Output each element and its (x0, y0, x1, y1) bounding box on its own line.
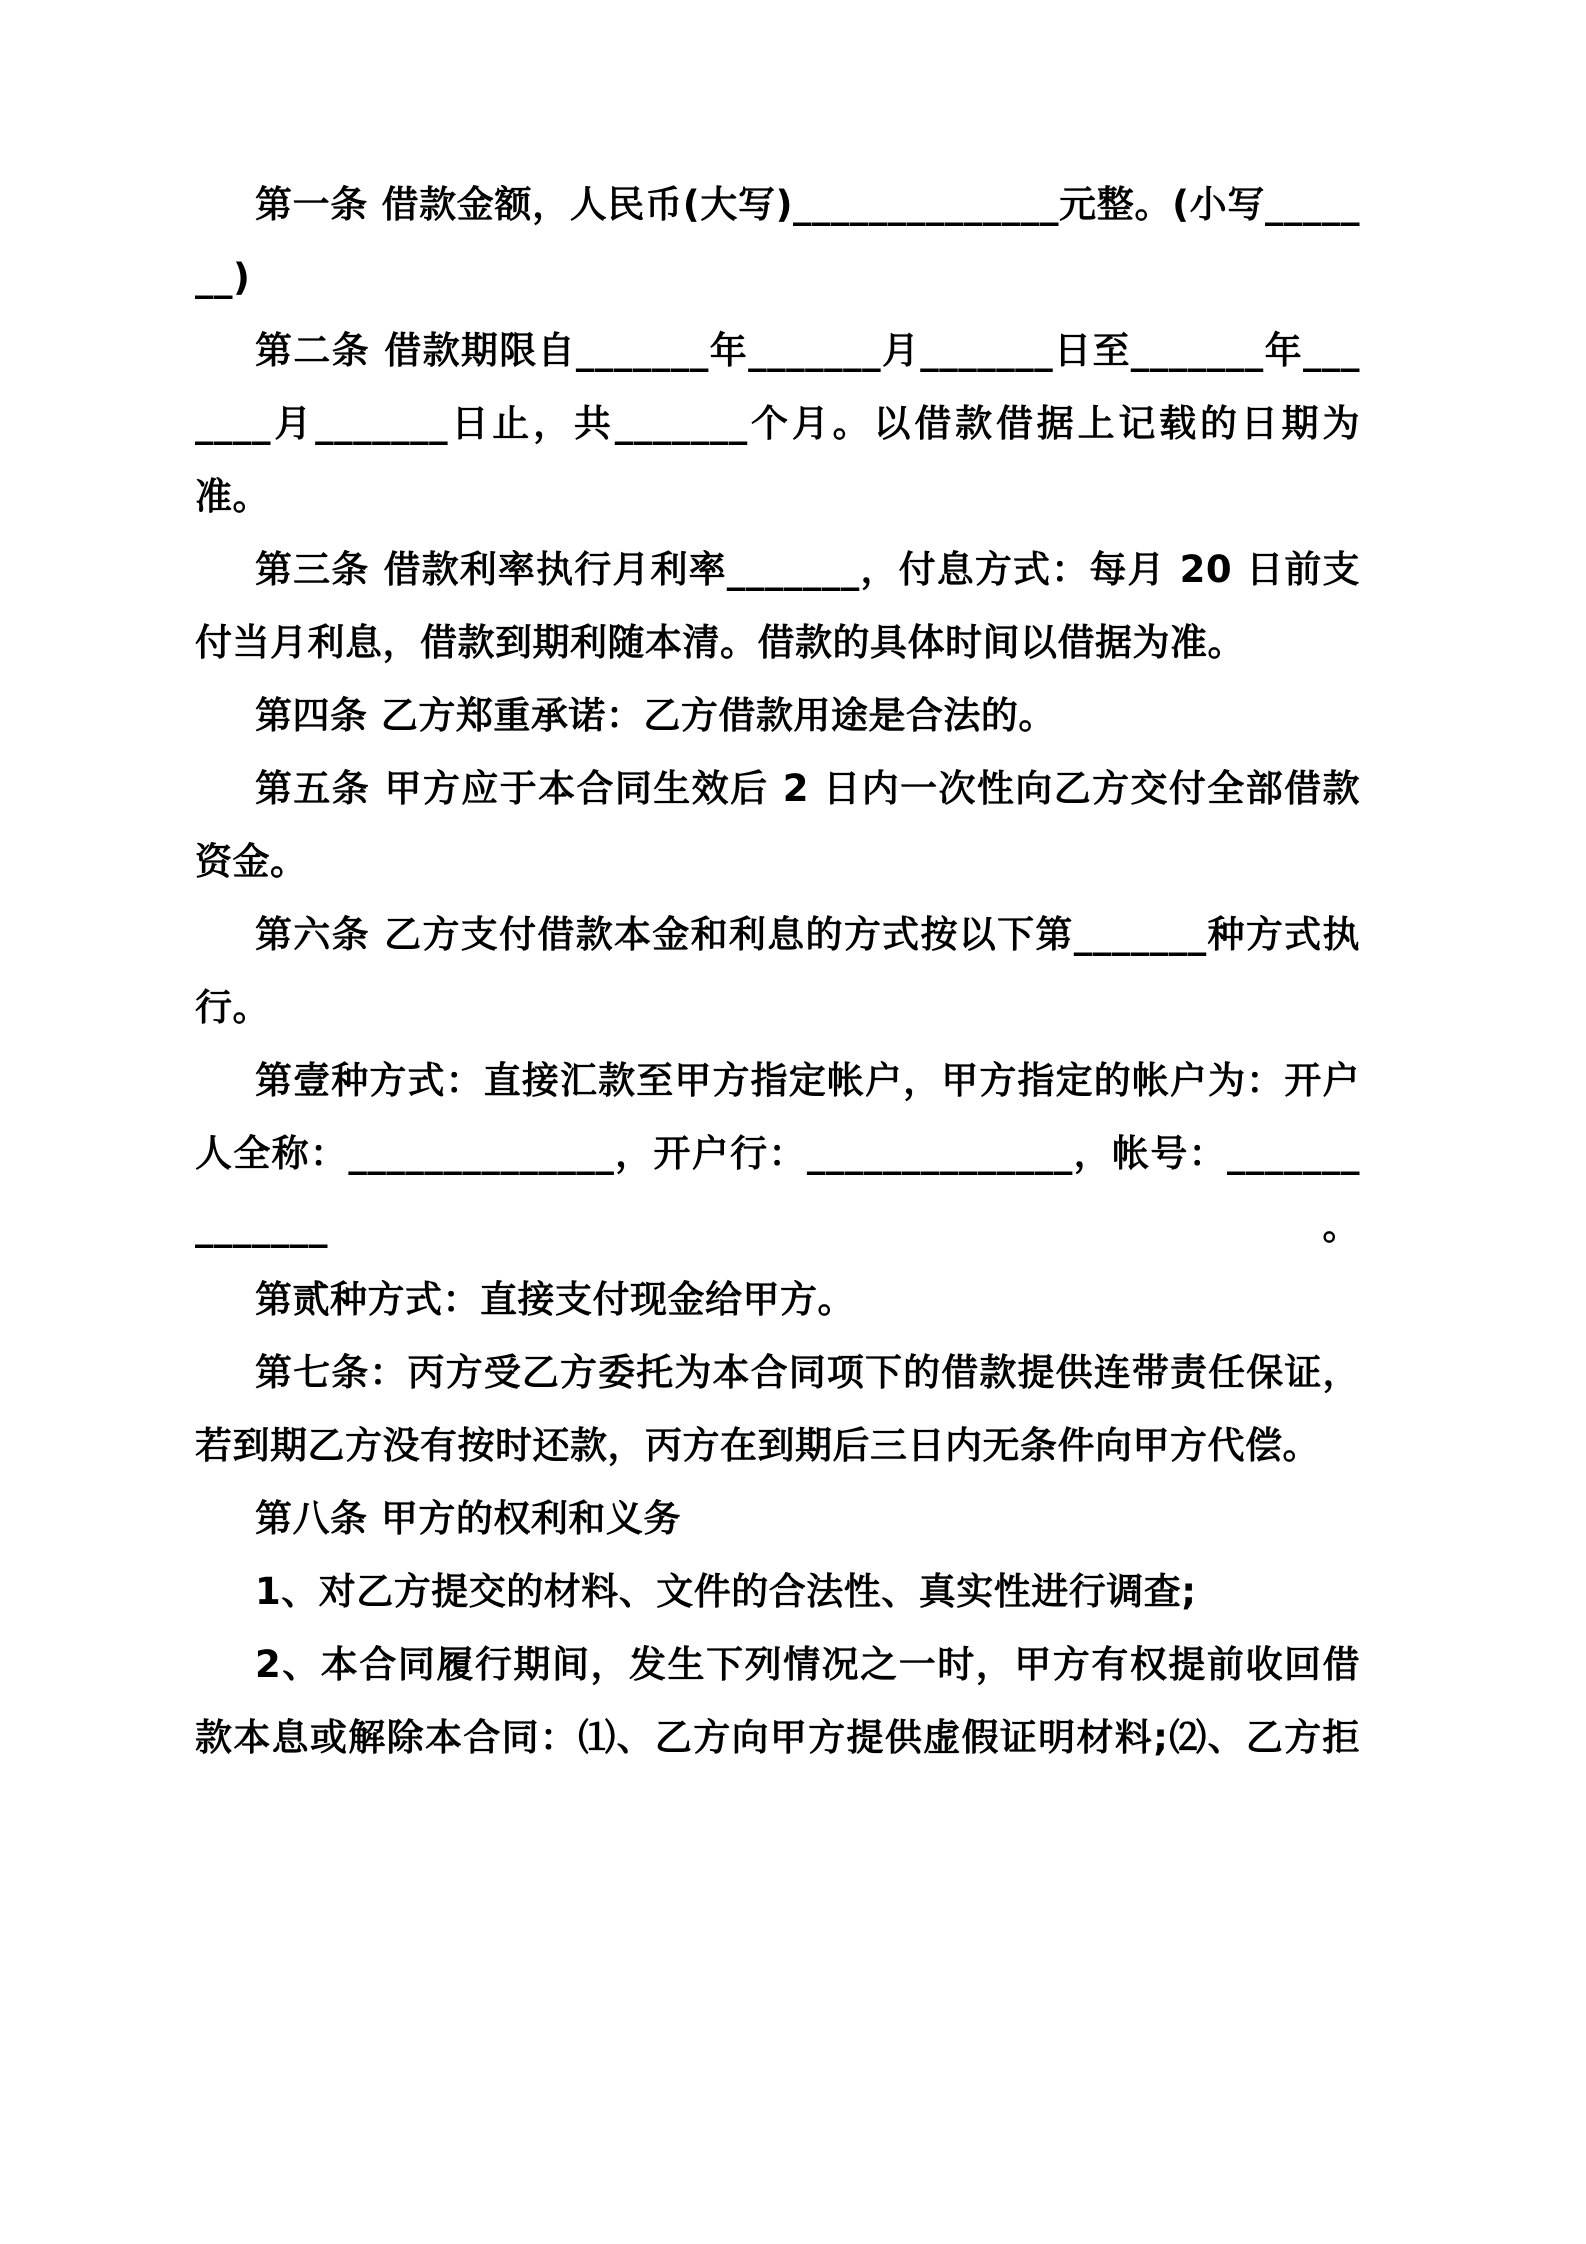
clause-paragraph-repayment-method: 第六条 乙方支付借款本金和利息的方式按以下第_______种方式执行。 (195, 913, 1360, 1029)
clause-paragraph-loan-amount: 第一条 借款金额，人民币(大写)______________元整。(小写_______) (195, 183, 1360, 299)
clause-paragraph-legal-use-commitment: 第四条 乙方郑重承诺：乙方借款用途是合法的。 (255, 694, 1056, 737)
clause-paragraph-repayment-method-one: 第壹种方式：直接汇款至甲方指定帐户，甲方指定的帐户为：开户人全称：______________，开户行：______________，帐号：______________。 (195, 1059, 1360, 1248)
clause-heading-party-a-rights: 第八条 甲方的权利和义务 (255, 1497, 681, 1540)
clause-item-party-a-rights-2: 2、本合同履行期间，发生下列情况之一时，甲方有权提前收回借款本息或解除本合同：⑴、乙方向甲方提供虚假证明材料;⑵、乙方拒 (195, 1643, 1360, 1759)
document-body (195, 168, 1360, 1774)
clause-paragraph-loan-term: 第二条 借款期限自_______年_______月_______日至_______年_______月_______日止，共_______个月。以借款借据上记载的日期为准。 (195, 329, 1360, 518)
clause-paragraph-disbursement: 第五条 甲方应于本合同生效后 2 日内一次性向乙方交付全部借款资金。 (195, 767, 1360, 883)
clause-paragraph-guarantee: 第七条：丙方受乙方委托为本合同项下的借款提供连带责任保证，若到期乙方没有按时还款，丙方在到期后三日内无条件向甲方代偿。 (195, 1351, 1360, 1467)
clause-paragraph-interest-rate: 第三条 借款利率执行月利率_______，付息方式：每月 20 日前支付当月利息，借款到期利随本清。借款的具体时间以借据为准。 (195, 548, 1360, 664)
clause-paragraph-repayment-method-two: 第贰种方式：直接支付现金给甲方。 (255, 1278, 855, 1321)
clause-item-party-a-rights-1: 1、对乙方提交的材料、文件的合法性、真实性进行调查; (255, 1570, 1197, 1613)
